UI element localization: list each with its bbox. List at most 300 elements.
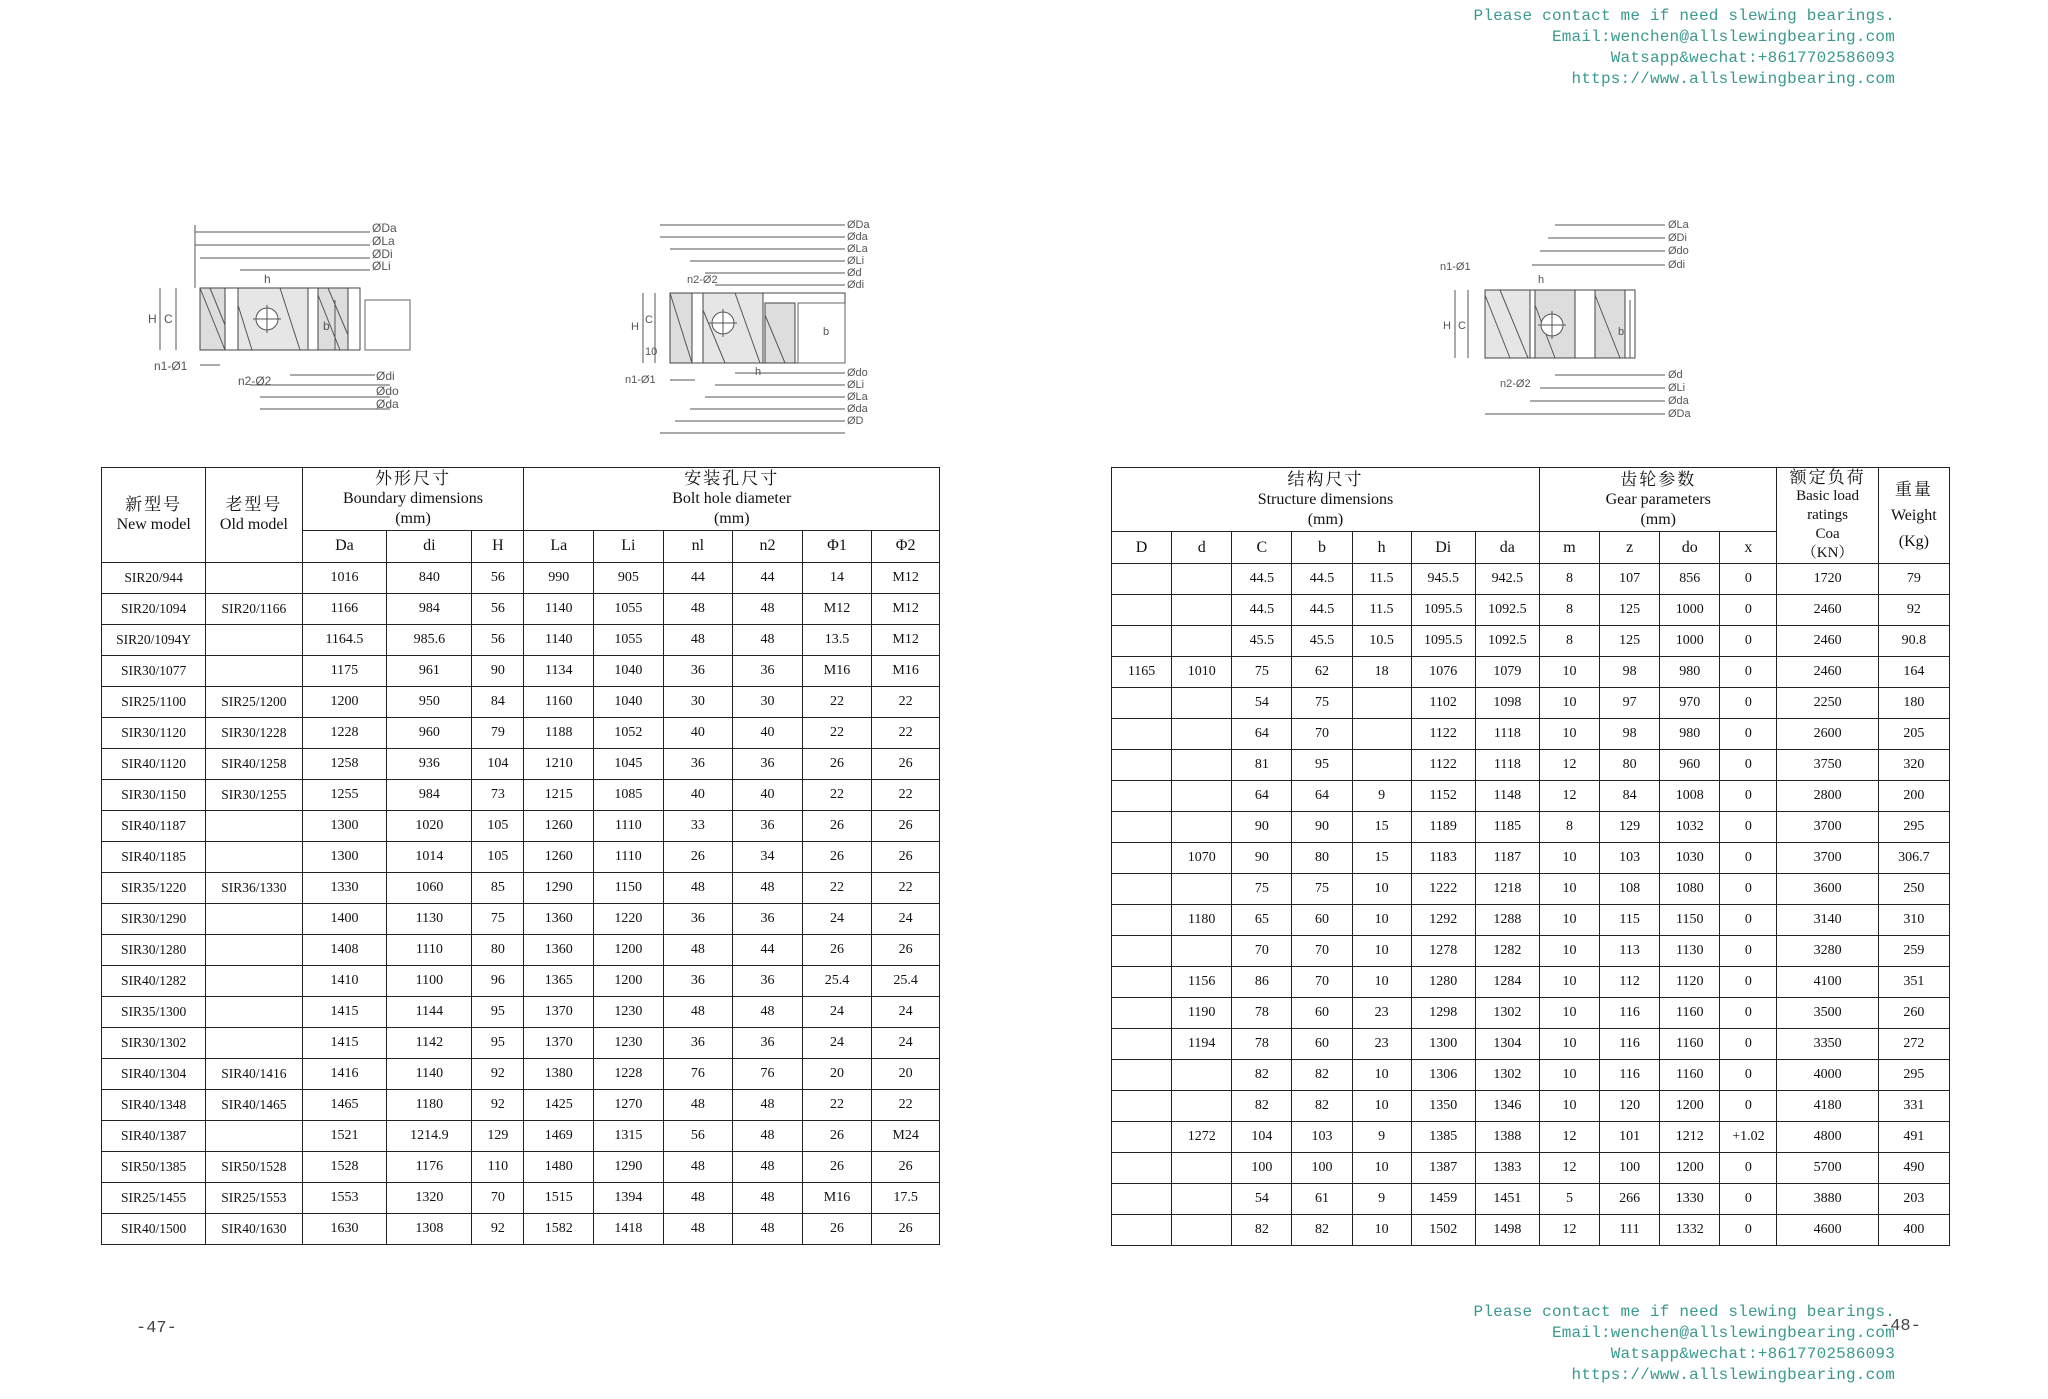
table-cell: 23 <box>1352 1029 1411 1060</box>
table-cell: 103 <box>1292 1122 1352 1153</box>
table-cell: 48 <box>663 1214 733 1245</box>
table-cell: 1010 <box>1172 657 1232 688</box>
table-cell: 103 <box>1600 843 1660 874</box>
table-cell: SIR30/1302 <box>102 1028 206 1059</box>
table-cell: 5 <box>1539 1184 1599 1215</box>
table-cell: 24 <box>872 904 940 935</box>
table-cell <box>1112 1184 1172 1215</box>
table-cell: 1365 <box>524 966 594 997</box>
contact-line: Please contact me if need slewing bearings. <box>1473 7 1895 25</box>
table-cell: 20 <box>802 1059 872 1090</box>
table-cell: 1222 <box>1411 874 1475 905</box>
table-cell: 112 <box>1600 967 1660 998</box>
table-cell <box>1112 905 1172 936</box>
table-cell: 1302 <box>1475 1060 1539 1091</box>
col-header: n2 <box>733 530 803 562</box>
table-cell: 0 <box>1720 688 1777 719</box>
table-cell: 108 <box>1600 874 1660 905</box>
table-cell: 1582 <box>524 1214 594 1245</box>
table-cell: 24 <box>872 1028 940 1059</box>
table-cell: SIR20/1166 <box>206 594 302 625</box>
table-cell: 10 <box>1539 719 1599 750</box>
table-cell: SIR30/1290 <box>102 904 206 935</box>
table-cell: SIR50/1528 <box>206 1152 302 1183</box>
table-cell: 1425 <box>524 1090 594 1121</box>
header-old-model-en: Old model <box>219 516 288 533</box>
contact-email: Email:wenchen@allslewingbearing.com <box>1551 28 1895 46</box>
label-Da: ØDa <box>847 219 870 231</box>
table-cell: 36 <box>733 966 803 997</box>
table-cell: 0 <box>1720 1184 1777 1215</box>
table-cell: 0 <box>1720 657 1777 688</box>
table-cell: SIR40/1348 <box>102 1090 206 1121</box>
table-cell: 0 <box>1720 1029 1777 1060</box>
header-boundary-en: Boundary dimensions <box>342 489 483 507</box>
col-header: Φ1 <box>802 530 872 562</box>
table-cell: 1385 <box>1411 1122 1475 1153</box>
table-cell <box>206 1028 302 1059</box>
table-cell: 81 <box>1232 750 1292 781</box>
table-cell: 1255 <box>302 780 387 811</box>
table-cell: 984 <box>387 780 472 811</box>
header-old-model <box>206 468 302 563</box>
table-row <box>1112 967 1950 998</box>
label-Da: ØDa <box>372 221 397 235</box>
table-cell: 1110 <box>387 935 472 966</box>
table-cell <box>206 842 302 873</box>
table-cell: 1215 <box>524 780 594 811</box>
table-cell: 984 <box>387 594 472 625</box>
label-h: h <box>264 272 271 286</box>
table-cell: 1284 <box>1475 967 1539 998</box>
table-cell: 79 <box>1878 564 1949 595</box>
table-cell: 1553 <box>302 1183 387 1214</box>
table-row <box>102 1121 940 1152</box>
table-cell <box>1172 1060 1232 1091</box>
table-cell <box>1172 1091 1232 1122</box>
table-cell <box>206 811 302 842</box>
label-h: h <box>1538 274 1545 286</box>
table-cell: SIR30/1120 <box>102 718 206 749</box>
label-n1: n1-Ø1 <box>154 359 188 373</box>
table-cell: 1000 <box>1660 626 1720 657</box>
table-cell: 70 <box>1232 936 1292 967</box>
table-cell: 22 <box>802 780 872 811</box>
table-row <box>1112 1122 1950 1153</box>
header-bolt <box>524 468 940 531</box>
table-cell: 1085 <box>594 780 664 811</box>
header-structure-unit: (mm) <box>1307 510 1344 528</box>
label-d: Ød <box>847 267 862 279</box>
header-new-model-en: New model <box>116 516 191 533</box>
table-cell: 4100 <box>1777 967 1878 998</box>
table-cell: 1360 <box>524 935 594 966</box>
table-cell <box>1172 719 1232 750</box>
table-cell: 22 <box>872 1090 940 1121</box>
table-cell: 1150 <box>594 873 664 904</box>
table-cell: 0 <box>1720 1060 1777 1091</box>
table-cell: 36 <box>663 904 733 935</box>
table-cell: 22 <box>802 718 872 749</box>
table-cell <box>1112 967 1172 998</box>
col-header: C <box>1232 532 1292 564</box>
table-cell: 44 <box>733 935 803 966</box>
label-n2: n2-Ø2 <box>1500 378 1531 390</box>
table-row <box>102 997 940 1028</box>
table-cell: 1383 <box>1475 1153 1539 1184</box>
label-H: H <box>631 321 639 333</box>
table-cell: 24 <box>872 997 940 1028</box>
table-cell: 40 <box>663 718 733 749</box>
table-cell <box>206 1121 302 1152</box>
table-cell: 86 <box>1232 967 1292 998</box>
table-cell: 3880 <box>1777 1184 1878 1215</box>
table-cell: 24 <box>802 1028 872 1059</box>
table-cell: 100 <box>1600 1153 1660 1184</box>
table-cell: 980 <box>1660 719 1720 750</box>
table-cell: 950 <box>387 687 472 718</box>
table-row <box>102 966 940 997</box>
table-cell: 1070 <box>1172 843 1232 874</box>
table-cell: 491 <box>1878 1122 1949 1153</box>
table-cell: 10 <box>1539 657 1599 688</box>
table-cell: 1190 <box>1172 998 1232 1029</box>
label-b: b <box>1618 326 1625 338</box>
col-header: d <box>1172 532 1232 564</box>
table-row <box>1112 998 1950 1029</box>
table-cell: 79 <box>472 718 524 749</box>
table-cell <box>1112 1029 1172 1060</box>
table-cell <box>1112 874 1172 905</box>
table-cell: 1095.5 <box>1411 626 1475 657</box>
table-cell <box>1112 1215 1172 1246</box>
table-cell: 11.5 <box>1352 564 1411 595</box>
table-cell: 1212 <box>1660 1122 1720 1153</box>
table-cell: 8 <box>1539 812 1599 843</box>
table-cell: 295 <box>1878 1060 1949 1091</box>
label-D: ØD <box>847 415 864 427</box>
table-cell: 1350 <box>1411 1091 1475 1122</box>
table-cell <box>1112 626 1172 657</box>
table-cell: 856 <box>1660 564 1720 595</box>
table-cell: 1300 <box>302 811 387 842</box>
table-cell: 36 <box>733 1028 803 1059</box>
table-cell: 3700 <box>1777 812 1878 843</box>
table-cell: 1346 <box>1475 1091 1539 1122</box>
table-cell: 100 <box>1292 1153 1352 1184</box>
table-cell: 95 <box>1292 750 1352 781</box>
table-cell <box>1172 812 1232 843</box>
table-cell: 1008 <box>1660 781 1720 812</box>
table-cell: 351 <box>1878 967 1949 998</box>
table-cell: 1032 <box>1660 812 1720 843</box>
contact-url: https://www.allslewingbearing.com <box>1571 70 1895 88</box>
table-row <box>102 718 940 749</box>
table-cell: 990 <box>524 563 594 594</box>
table-cell: 48 <box>733 1183 803 1214</box>
label-da: Øda <box>1668 395 1689 407</box>
table-cell: 76 <box>733 1059 803 1090</box>
header-bolt-cn: 安装孔尺寸 <box>684 468 780 488</box>
table-cell: 1122 <box>1411 750 1475 781</box>
table-cell: 1030 <box>1660 843 1720 874</box>
table-cell: SIR40/1282 <box>102 966 206 997</box>
table-cell: 1214.9 <box>387 1121 472 1152</box>
table-cell: 26 <box>802 935 872 966</box>
table-cell: 64 <box>1232 781 1292 812</box>
table-cell: 10 <box>1539 843 1599 874</box>
left-table-body <box>102 563 940 1245</box>
table-cell: 1160 <box>524 687 594 718</box>
table-cell: 26 <box>872 1152 940 1183</box>
table-cell: 310 <box>1878 905 1949 936</box>
table-row <box>1112 1091 1950 1122</box>
table-cell: 1200 <box>1660 1153 1720 1184</box>
table-cell: 15 <box>1352 843 1411 874</box>
table-cell: SIR30/1255 <box>206 780 302 811</box>
label-La: ØLa <box>372 234 395 248</box>
table-cell: 82 <box>1232 1091 1292 1122</box>
table-row <box>1112 719 1950 750</box>
table-cell: 1175 <box>302 656 387 687</box>
table-cell: 30 <box>733 687 803 718</box>
table-cell <box>1112 750 1172 781</box>
table-cell <box>1112 1060 1172 1091</box>
table-cell: 1055 <box>594 625 664 656</box>
table-cell: 3280 <box>1777 936 1878 967</box>
table-cell: 1302 <box>1475 998 1539 1029</box>
table-cell: 10 <box>1352 874 1411 905</box>
table-cell <box>206 625 302 656</box>
table-cell: 3700 <box>1777 843 1878 874</box>
table-row <box>102 625 940 656</box>
table-cell: 2600 <box>1777 719 1878 750</box>
table-cell <box>1172 595 1232 626</box>
table-cell: 9 <box>1352 1122 1411 1153</box>
table-cell: 331 <box>1878 1091 1949 1122</box>
table-cell: 1122 <box>1411 719 1475 750</box>
table-cell: 1380 <box>524 1059 594 1090</box>
label-La: ØLa <box>1668 219 1689 231</box>
table-cell: 1110 <box>594 811 664 842</box>
table-cell: 2460 <box>1777 595 1878 626</box>
table-row <box>1112 1215 1950 1246</box>
table-cell: 90 <box>1232 812 1292 843</box>
label-h: h <box>755 366 762 378</box>
table-cell: 1220 <box>594 904 664 935</box>
table-cell: 9 <box>1352 1184 1411 1215</box>
label-Da: ØDa <box>1668 408 1691 420</box>
table-cell: 1110 <box>594 842 664 873</box>
table-row <box>1112 936 1950 967</box>
table-cell: M24 <box>872 1121 940 1152</box>
label-C: C <box>645 314 653 326</box>
table-row <box>102 1214 940 1245</box>
col-header: z <box>1600 532 1660 564</box>
table-cell: 1218 <box>1475 874 1539 905</box>
table-row <box>1112 1060 1950 1091</box>
label-n2: n2-Ø2 <box>238 374 272 388</box>
table-cell: 1200 <box>594 966 664 997</box>
table-cell: 4000 <box>1777 1060 1878 1091</box>
label-da: Øda <box>847 231 868 243</box>
label-H: H <box>1443 320 1451 332</box>
table-cell: 92 <box>472 1214 524 1245</box>
table-row <box>102 780 940 811</box>
table-cell: 1164.5 <box>302 625 387 656</box>
table-cell: 1282 <box>1475 936 1539 967</box>
table-cell: 1100 <box>387 966 472 997</box>
table-cell: 113 <box>1600 936 1660 967</box>
table-cell: 1515 <box>524 1183 594 1214</box>
table-row <box>1112 812 1950 843</box>
table-cell <box>206 935 302 966</box>
table-cell: 125 <box>1600 626 1660 657</box>
label-La: ØLa <box>847 243 868 255</box>
header-weight-unit: (Kg) <box>1898 532 1929 550</box>
table-cell: 295 <box>1878 812 1949 843</box>
table-cell: 104 <box>472 749 524 780</box>
table-cell: 90 <box>472 656 524 687</box>
label-b: b <box>323 319 330 333</box>
table-cell: 1180 <box>1172 905 1232 936</box>
label-C: C <box>1458 320 1466 332</box>
table-cell: 116 <box>1600 998 1660 1029</box>
table-cell: 1165 <box>1112 657 1172 688</box>
table-cell: 1183 <box>1411 843 1475 874</box>
table-cell: 1140 <box>387 1059 472 1090</box>
table-cell: 98 <box>1600 657 1660 688</box>
table-cell <box>1172 750 1232 781</box>
table-cell: 10 <box>1539 874 1599 905</box>
table-cell: 105 <box>472 811 524 842</box>
table-cell: SIR25/1455 <box>102 1183 206 1214</box>
label-n1: n1-Ø1 <box>1440 261 1471 273</box>
table-cell: 8 <box>1539 626 1599 657</box>
table-cell: 1408 <box>302 935 387 966</box>
table-cell: 10 <box>1352 1091 1411 1122</box>
table-cell: 48 <box>733 873 803 904</box>
table-cell: 1280 <box>1411 967 1475 998</box>
table-cell: 1290 <box>594 1152 664 1183</box>
table-cell: 1150 <box>1660 905 1720 936</box>
table-cell: 1076 <box>1411 657 1475 688</box>
header-structure-cn: 结构尺寸 <box>1287 469 1364 489</box>
table-cell: 10.5 <box>1352 626 1411 657</box>
table-cell: 10 <box>1539 967 1599 998</box>
table-cell: 45.5 <box>1232 626 1292 657</box>
table-cell: 105 <box>472 842 524 873</box>
table-cell: 84 <box>472 687 524 718</box>
page-number-left: -47- <box>136 1319 177 1338</box>
table-cell <box>1112 781 1172 812</box>
table-cell: 1098 <box>1475 688 1539 719</box>
header-weight-en: Weight <box>1890 506 1937 524</box>
table-cell: 1160 <box>1660 1060 1720 1091</box>
table-cell: 48 <box>663 1183 733 1214</box>
table-cell: 1315 <box>594 1121 664 1152</box>
table-cell: 0 <box>1720 967 1777 998</box>
table-cell: 1270 <box>594 1090 664 1121</box>
label-do: Ødo <box>376 384 399 398</box>
contact-phone: Watsapp&wechat:+8617702586093 <box>1610 1345 1895 1363</box>
table-row <box>102 1183 940 1214</box>
table-cell: 10 <box>1539 936 1599 967</box>
table-cell: 1156 <box>1172 967 1232 998</box>
table-cell: 97 <box>1600 688 1660 719</box>
label-H: H <box>148 312 157 326</box>
table-cell: 3350 <box>1777 1029 1878 1060</box>
table-cell: 320 <box>1878 750 1949 781</box>
table-cell: 1095.5 <box>1411 595 1475 626</box>
table-cell: 1060 <box>387 873 472 904</box>
table-cell: 1080 <box>1660 874 1720 905</box>
table-cell: 1130 <box>1660 936 1720 967</box>
table-cell: 306.7 <box>1878 843 1949 874</box>
table-cell: 10 <box>1539 1029 1599 1060</box>
table-cell: 36 <box>663 656 733 687</box>
table-cell: 48 <box>733 1090 803 1121</box>
table-cell: 96 <box>472 966 524 997</box>
table-cell: 44 <box>733 563 803 594</box>
table-cell: 1130 <box>387 904 472 935</box>
table-cell: SIR40/1185 <box>102 842 206 873</box>
contact-line: Please contact me if need slewing bearings. <box>1473 1303 1895 1321</box>
table-cell: 1016 <box>302 563 387 594</box>
table-cell: 73 <box>472 780 524 811</box>
table-cell: 36 <box>733 749 803 780</box>
table-cell: 250 <box>1878 874 1949 905</box>
table-cell: 1416 <box>302 1059 387 1090</box>
table-cell: +1.02 <box>1720 1122 1777 1153</box>
header-boundary-cn: 外形尺寸 <box>374 468 451 488</box>
table-cell: 1387 <box>1411 1153 1475 1184</box>
table-cell: 48 <box>663 873 733 904</box>
table-cell: 36 <box>663 749 733 780</box>
table-cell: 56 <box>472 625 524 656</box>
label-di: Ødi <box>847 279 865 291</box>
col-header: nl <box>663 530 733 562</box>
col-header: b <box>1292 532 1352 564</box>
table-cell: SIR40/1465 <box>206 1090 302 1121</box>
table-cell: 22 <box>802 1090 872 1121</box>
table-cell: 80 <box>472 935 524 966</box>
table-cell <box>1112 998 1172 1029</box>
table-row <box>102 749 940 780</box>
table-cell: 0 <box>1720 719 1777 750</box>
header-bolt-en: Bolt hole diameter <box>672 489 792 507</box>
table-cell: 1260 <box>524 811 594 842</box>
table-cell: 70 <box>1292 719 1352 750</box>
table-cell: 120 <box>1600 1091 1660 1122</box>
table-cell: 905 <box>594 563 664 594</box>
table-cell: 985.6 <box>387 625 472 656</box>
table-cell: 1292 <box>1411 905 1475 936</box>
table-cell: 23 <box>1352 998 1411 1029</box>
table-cell: SIR40/1120 <box>102 749 206 780</box>
table-cell: 1142 <box>387 1028 472 1059</box>
table-cell: 980 <box>1660 657 1720 688</box>
table-cell: 48 <box>663 997 733 1028</box>
table-cell: 18 <box>1352 657 1411 688</box>
header-boundary-unit: (mm) <box>395 509 431 527</box>
table-cell: 1152 <box>1411 781 1475 812</box>
table-cell: 26 <box>802 1152 872 1183</box>
table-cell: 115 <box>1600 905 1660 936</box>
table-cell: SIR30/1228 <box>206 718 302 749</box>
table-row <box>102 563 940 594</box>
label-Di: ØDi <box>372 247 393 261</box>
